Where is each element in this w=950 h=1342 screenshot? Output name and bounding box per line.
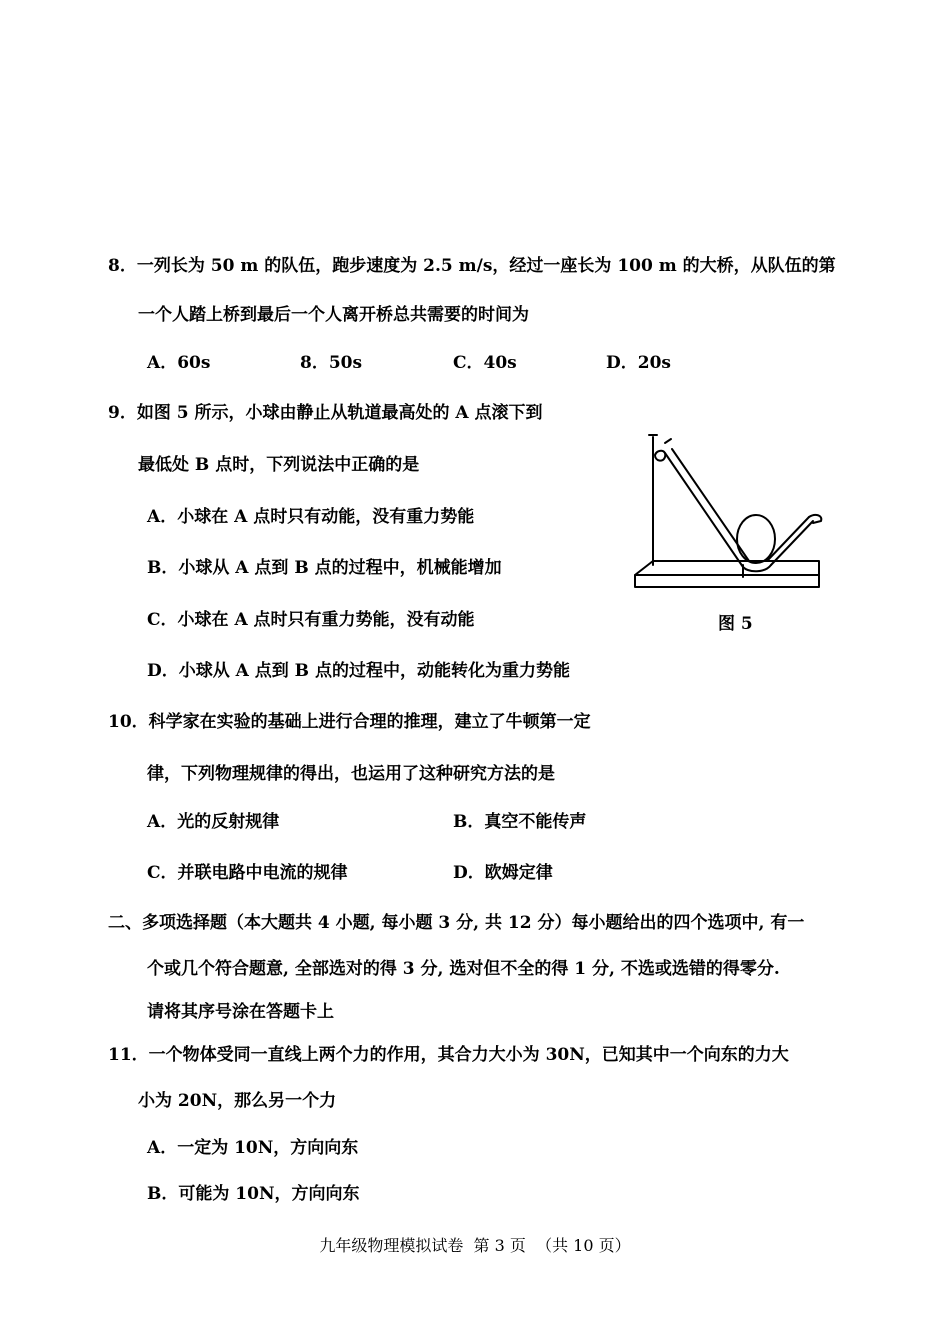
q10-stem-line2: 律，下列物理规律的得出，也运用了这种研究方法的是 <box>147 764 555 784</box>
q9-stem-line2: 最低处 B 点时，下列说法中正确的是 <box>138 455 420 475</box>
exit-rail-inner <box>767 517 809 561</box>
section2-heading-line1: 二、多项选择题（本大题共 4 小题, 每小题 3 分, 共 12 分）每小题给出的四个选项中, 有一 <box>108 913 805 933</box>
q11-stem-line1: 11．一个物体受同一直线上两个力的作用，其合力大小为 30N，已知其中一个向东的力大 <box>108 1045 789 1065</box>
ramp-rail-outer <box>665 453 743 567</box>
page-footer: 九年级物理模拟试卷 第 3 页 （共 10 页） <box>319 1236 631 1255</box>
section2-heading-line2: 个或几个符合题意, 全部选对的得 3 分, 选对但不全的得 1 分, 不选或选错的得零分. <box>147 959 780 979</box>
point-a-marker <box>655 451 665 461</box>
q10-stem-line1: 10．科学家在实验的基础上进行合理的推理，建立了牛顿第一定 <box>108 712 591 732</box>
q11-option-a: A．一定为 10N，方向向东 <box>147 1138 359 1158</box>
base-board <box>635 561 819 575</box>
q11-option-b: B．可能为 10N，方向向东 <box>147 1184 360 1204</box>
q10-option-c: C．并联电路中电流的规律 <box>147 863 348 883</box>
figure-5-loop-track <box>625 425 835 595</box>
exit-rail-outer <box>771 521 813 565</box>
loop <box>737 515 775 563</box>
q9-option-d: D．小球从 A 点到 B 点的过程中，动能转化为重力势能 <box>147 661 570 681</box>
section2-heading-line3: 请将其序号涂在答题卡上 <box>147 1002 334 1022</box>
q9-option-b: B．小球从 A 点到 B 点的过程中，机械能增加 <box>147 558 502 578</box>
q8-option-b: 8．50s <box>300 353 363 373</box>
q8-option-a: A．60s <box>147 353 211 373</box>
q8-stem-line1: 8．一列长为 50 m 的队伍，跑步速度为 2.5 m/s，经过一座长为 100 m 的大桥，从队伍的第 <box>108 256 836 276</box>
q11-stem-line2: 小为 20N，那么另一个力 <box>138 1091 337 1111</box>
figure-5-caption: 图 5 <box>718 614 753 634</box>
q8-option-c: C．40s <box>453 353 517 373</box>
q9-stem-line1: 9．如图 5 所示，小球由静止从轨道最高处的 A 点滚下到 <box>108 403 543 423</box>
q9-option-a: A．小球在 A 点时只有动能，没有重力势能 <box>147 507 475 527</box>
q10-option-d: D．欧姆定律 <box>453 863 553 883</box>
q8-option-d: D．20s <box>606 353 671 373</box>
q8-stem-line2: 一个人踏上桥到最后一个人离开桥总共需要的时间为 <box>138 305 529 325</box>
q10-option-a: A．光的反射规律 <box>147 812 280 832</box>
q10-option-b: B．真空不能传声 <box>453 812 587 832</box>
q9-option-c: C．小球在 A 点时只有重力势能，没有动能 <box>147 610 475 630</box>
